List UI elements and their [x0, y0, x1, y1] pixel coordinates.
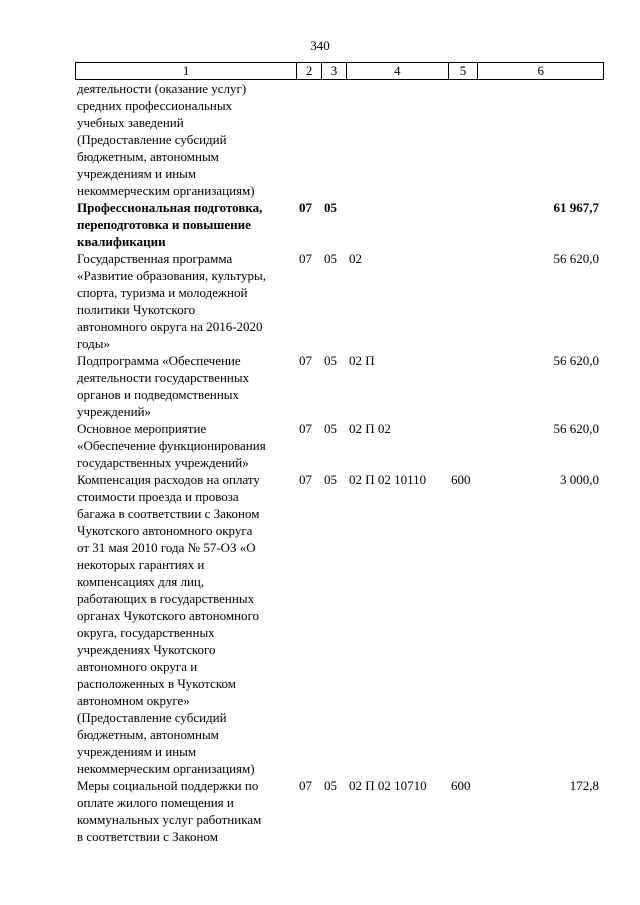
- row-pr: 05: [324, 472, 337, 487]
- row-rz: 07: [299, 778, 312, 793]
- header-col-2: 2: [297, 63, 322, 79]
- table-row: [75, 777, 604, 845]
- row-pr: 05: [324, 778, 337, 793]
- row-rz: 07: [299, 353, 312, 368]
- header-col-5: 5: [449, 63, 479, 79]
- row-vr: [449, 199, 479, 250]
- header-col-6: 6: [537, 63, 544, 78]
- table-row: [75, 471, 604, 777]
- row-vr: 600: [451, 472, 471, 487]
- row-name: Основное мероприятие «Обеспечение функционирования государственных учреждений»: [77, 421, 266, 470]
- row-pr: 05: [324, 353, 337, 368]
- row-csr: [347, 80, 449, 199]
- header-col-3: 3: [322, 63, 347, 79]
- row-vr: [449, 352, 479, 420]
- row-pr: 05: [324, 251, 337, 266]
- table-row: [75, 199, 604, 250]
- table-header: [75, 62, 604, 80]
- row-csr: 02 П: [349, 353, 375, 368]
- row-pr: 05: [324, 421, 337, 436]
- row-sum: 56 620,0: [553, 353, 599, 368]
- row-vr: [449, 80, 479, 199]
- row-csr: 02 П 02: [349, 421, 391, 436]
- row-name: Подпрограмма «Обеспечение деятельности государственных органов и подведомственных учреждений»: [77, 353, 250, 419]
- row-sum: 56 620,0: [553, 421, 599, 436]
- table-row: [75, 420, 604, 471]
- row-vr: [449, 250, 479, 352]
- table-row: [75, 352, 604, 420]
- budget-table: [75, 80, 604, 845]
- row-csr: 02 П 02 10710: [349, 778, 427, 793]
- row-csr: [347, 199, 449, 250]
- table-row: [75, 250, 604, 352]
- row-rz: 07: [299, 200, 312, 215]
- row-rz: 07: [299, 251, 312, 266]
- row-name: Компенсация расходов на оплату стоимости проезда и провоза багажа в соответствии с Законом Чукотского автономного округа от 31 мая 2010 года № 57-ОЗ «О некоторых гарантиях и компенсациях для лиц, работающих в государственных органах Чукотского автономного округа, государственных учреждениях Чукотского автономного округа и расположенных в Чукотском автономном округе» (Предоставление субсидий бюджетным, автономным учреждениям и иным некоммерческим организациям): [77, 472, 260, 776]
- row-sum: 56 620,0: [553, 251, 599, 266]
- row-sum: [479, 80, 604, 199]
- row-name: Меры социальной поддержки по оплате жилого помещения и коммунальных услуг работникам в соответствии с Законом: [77, 778, 262, 844]
- row-rz: 07: [299, 472, 312, 487]
- row-sum: 172,8: [569, 778, 599, 793]
- row-rz: [297, 80, 322, 199]
- row-vr: 600: [451, 778, 471, 793]
- row-csr: 02: [349, 251, 362, 266]
- row-vr: [449, 420, 479, 471]
- header-col-1: 1: [76, 63, 297, 79]
- table-row: [75, 80, 604, 199]
- row-name: деятельности (оказание услуг) средних профессиональных учебных заведений (Предоставление субсидий бюджетным, автономным учреждениям и иным некоммерческим организациям): [77, 81, 255, 198]
- row-name: Государственная программа «Развитие образования, культуры, спорта, туризма и молодежной политики Чукотского автономного округа на 2016-2020 годы»: [77, 251, 266, 351]
- row-rz: 07: [299, 421, 312, 436]
- page-number: 340: [310, 38, 330, 53]
- row-pr: [322, 80, 347, 199]
- row-csr: 02 П 02 10110: [349, 472, 427, 487]
- row-pr: 05: [324, 200, 337, 215]
- header-col-4: 4: [347, 63, 449, 79]
- row-sum: 61 967,7: [553, 200, 599, 215]
- row-sum: 3 000,0: [560, 472, 599, 487]
- row-name: Профессиональная подготовка, переподготовка и повышение квалификации: [77, 200, 263, 249]
